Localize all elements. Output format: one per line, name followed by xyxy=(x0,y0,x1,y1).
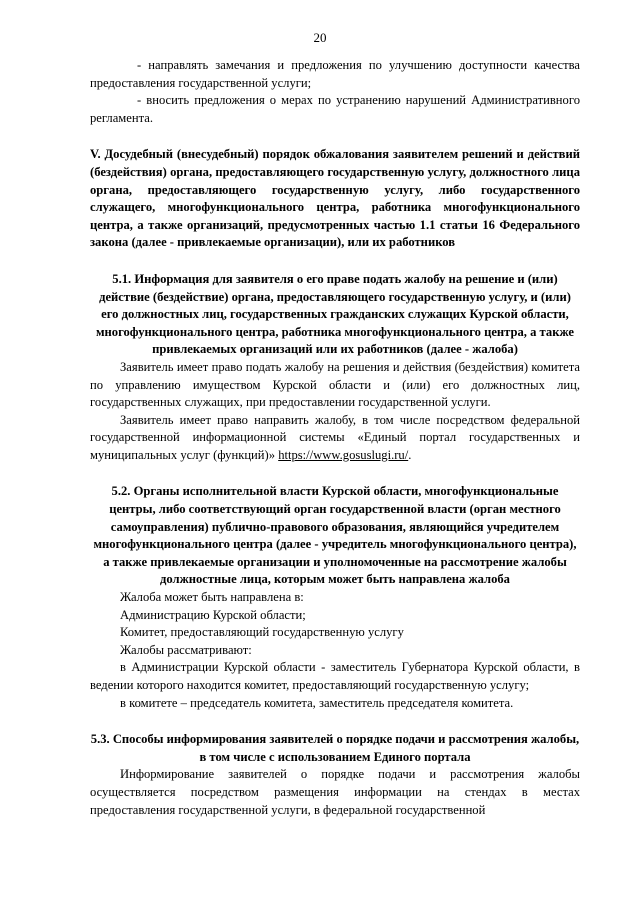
section-5-1-heading: 5.1. Информация для заявителя о его праве подать жалобу на решение и (или) действие (бездействие) органа, предоставляющего государственную услугу, и (или) его должностных лиц, государственных гражданских служащих Курской области, многофункционального центра, работника многофункционального центра, а также привлекаемых организаций или их работников (далее - жалоба) xyxy=(95,271,575,357)
section-5-2-line-3: Комитет, предоставляющий государственную услугу xyxy=(120,625,404,640)
section-v-heading: V. Досудебный (внесудебный) порядок обжалования заявителем решений и действий (бездействия) органа, предоставляющего государственную услугу, должностного лица органа, предоставляющего государственную услугу, либо государственного служащего, многофункционального центра, работника многофункционального центра, а также организаций, предусмотренных частью 1.1 статьи 16 Федерального закона (далее - привлекаемые организации), или их работников xyxy=(90,147,580,250)
page-number: 20 xyxy=(313,30,327,45)
page-content xyxy=(90,57,580,819)
section-5-2-line-6: в комитете – председатель комитета, заместитель председателя комитета. xyxy=(120,695,514,710)
section-5-1-paragraph-1: Заявитель имеет право подать жалобу на решения и действия (бездействия) комитета по управлению имуществом Курской области и (или) его должностных лиц, государственных служащих, при предоставлении государственной услуги. xyxy=(90,359,580,410)
gosuslugi-link[interactable]: https://www.gosuslugi.ru/ xyxy=(278,447,409,462)
section-5-2-line-2: Администрацию Курской области; xyxy=(120,607,306,622)
list-item-measures: - вносить предложения о мерах по устранению нарушений Административного регламента. xyxy=(90,93,580,125)
list-item-proposals: - направлять замечания и предложения по улучшению доступности качества предоставления государственной услуги; xyxy=(90,58,580,90)
section-5-2-heading: 5.2. Органы исполнительной власти Курской области, многофункциональные центры, либо соответствующий орган государственной власти (орган местного самоуправления) публично-правового образования, являющийся учредителем многофункционального центра (далее - учредитель многофункционального центра), а также привлекаемые организации и уполномоченные на рассмотрение жалобы должностные лица, которым может быть направлена жалоба xyxy=(93,484,577,587)
section-5-1-paragraph-2-text: Заявитель имеет право направить жалобу, в том числе посредством федеральной государственной информационной системы «Единый портал государственных и муниципальных услуг (функций)» xyxy=(90,412,580,462)
section-5-3-paragraph-1: Информирование заявителей о порядке подачи и рассмотрения жалобы осуществляется посредством размещения информации на стендах в местах предоставления государственной услуги, в федеральной государственной xyxy=(90,767,580,817)
section-5-1-paragraph-2 xyxy=(90,412,580,465)
section-5-2-line-5: в Администрации Курской области - заместитель Губернатора Курской области, в ведении которого находится комитет, предоставляющий государственную услугу; xyxy=(90,660,580,692)
section-5-2-line-4: Жалобы рассматривают: xyxy=(120,642,252,657)
section-5-2-line-1: Жалоба может быть направлена в: xyxy=(120,590,304,605)
section-5-3-heading: 5.3. Способы информирования заявителей о порядке подачи и рассмотрения жалобы, в том числе с использованием Единого портала xyxy=(90,732,580,764)
section-5-1-paragraph-2-end: . xyxy=(408,447,412,462)
